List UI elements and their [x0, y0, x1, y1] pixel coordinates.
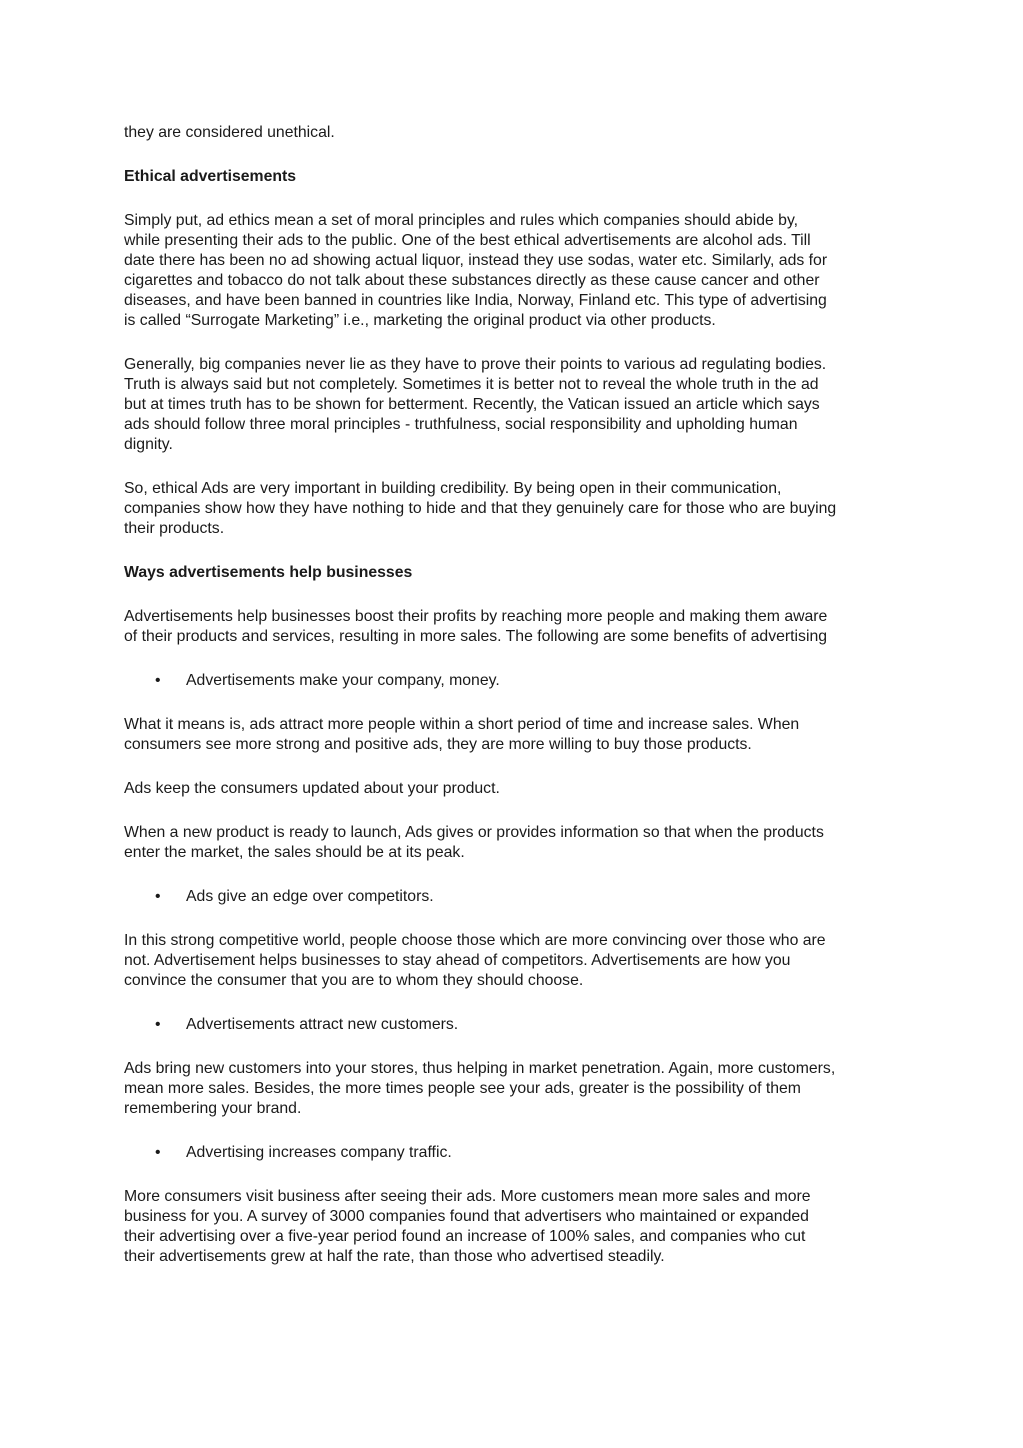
heading-ways-advertisements-help: Ways advertisements help businesses	[124, 564, 413, 581]
paragraph-big-companies	[124, 355, 908, 455]
bullet-item-new-customers	[124, 1015, 908, 1035]
document-page	[124, 123, 908, 1291]
bullet-item-company-traffic	[124, 1143, 908, 1163]
text-line: of their products and services, resulting in more sales. The following are some benefits of advertising	[124, 628, 828, 645]
text-line: their advertisements grew at half the rate, than those who advertised steadily.	[124, 1248, 665, 1265]
text-line: not. Advertisement helps businesses to stay ahead of competitors. Advertisements are how you	[124, 952, 791, 969]
bullet-dot-icon: •	[155, 1144, 161, 1161]
paragraph-attract-people	[124, 715, 908, 755]
text-line: So, ethical Ads are very important in building credibility. By being open in their communication,	[124, 480, 782, 497]
text-line: Ads keep the consumers updated about your product.	[124, 780, 500, 797]
text-line: business for you. A survey of 3000 companies found that advertisers who maintained or expanded	[124, 1208, 809, 1225]
text-line: Advertisements help businesses boost their profits by reaching more people and making them aware	[124, 608, 828, 625]
text-line: More consumers visit business after seeing their ads. More customers mean more sales and more	[124, 1188, 811, 1205]
text-line: diseases, and have been banned in countries like India, Norway, Finland etc. This type of advertising	[124, 292, 827, 309]
paragraph-market-penetration	[124, 1059, 908, 1119]
text-line: mean more sales. Besides, the more times people see your ads, greater is the possibility of them	[124, 1080, 801, 1097]
paragraph-new-product	[124, 823, 908, 863]
bullet-text: Advertisements attract new customers.	[186, 1016, 459, 1033]
text-line: dignity.	[124, 436, 173, 453]
text-line: consumers see more strong and positive ads, they are more willing to buy those products.	[124, 736, 752, 753]
text-line: while presenting their ads to the public. One of the best ethical advertisements are alcohol ads. Till	[124, 232, 811, 249]
text-line: their advertising over a five-year period found an increase of 100% sales, and companies who cut	[124, 1228, 806, 1245]
text-line: When a new product is ready to launch, Ads gives or provides information so that when the products	[124, 824, 824, 841]
bullet-text: Advertising increases company traffic.	[186, 1144, 452, 1161]
paragraph-credibility	[124, 479, 908, 539]
text-line: ads should follow three moral principles - truthfulness, social responsibility and upholding human	[124, 416, 798, 433]
text-line: Simply put, ad ethics mean a set of moral principles and rules which companies should abide by,	[124, 212, 799, 229]
text-line: What it means is, ads attract more people within a short period of time and increase sales. When	[124, 716, 800, 733]
text-line: remembering your brand.	[124, 1100, 302, 1117]
paragraph-competitive-world	[124, 931, 908, 991]
paragraph-survey	[124, 1187, 908, 1267]
paragraph-ad-ethics	[124, 211, 908, 331]
heading-ethical-advertisements: Ethical advertisements	[124, 168, 297, 185]
text-line: Generally, big companies never lie as they have to prove their points to various ad regulating bodies.	[124, 356, 827, 373]
text-line: they are considered unethical.	[124, 124, 335, 141]
text-line: date there has been no ad showing actual liquor, instead they use sodas, water etc. Similarly, ads for	[124, 252, 828, 269]
text-line: In this strong competitive world, people choose those which are more convincing over those who are	[124, 932, 826, 949]
text-line: their products.	[124, 520, 225, 537]
text-line: companies show how they have nothing to hide and that they genuinely care for those who are buying	[124, 500, 837, 517]
paragraph-consumers-updated	[124, 779, 908, 799]
text-line: Ads bring new customers into your stores, thus helping in market penetration. Again, more customers,	[124, 1060, 836, 1077]
text-line: convince the consumer that you are to whom they should choose.	[124, 972, 584, 989]
paragraph-intro-continuation	[124, 123, 908, 143]
text-line: but at times truth has to be shown for betterment. Recently, the Vatican issued an article which says	[124, 396, 820, 413]
bullet-dot-icon: •	[155, 1016, 161, 1033]
bullet-dot-icon: •	[155, 888, 161, 905]
text-line: Truth is always said but not completely. Sometimes it is better not to reveal the whole truth in the ad	[124, 376, 819, 393]
text-line: is called “Surrogate Marketing” i.e., marketing the original product via other products.	[124, 312, 716, 329]
paragraph-boost-profits	[124, 607, 908, 647]
bullet-dot-icon: •	[155, 672, 161, 689]
bullet-item-edge-over-competitors	[124, 887, 908, 907]
bullet-text: Ads give an edge over competitors.	[186, 888, 434, 905]
bullet-item-make-money	[124, 671, 908, 691]
text-line: enter the market, the sales should be at its peak.	[124, 844, 465, 861]
text-line: cigarettes and tobacco do not talk about these substances directly as these cause cancer and other	[124, 272, 820, 289]
bullet-text: Advertisements make your company, money.	[186, 672, 500, 689]
